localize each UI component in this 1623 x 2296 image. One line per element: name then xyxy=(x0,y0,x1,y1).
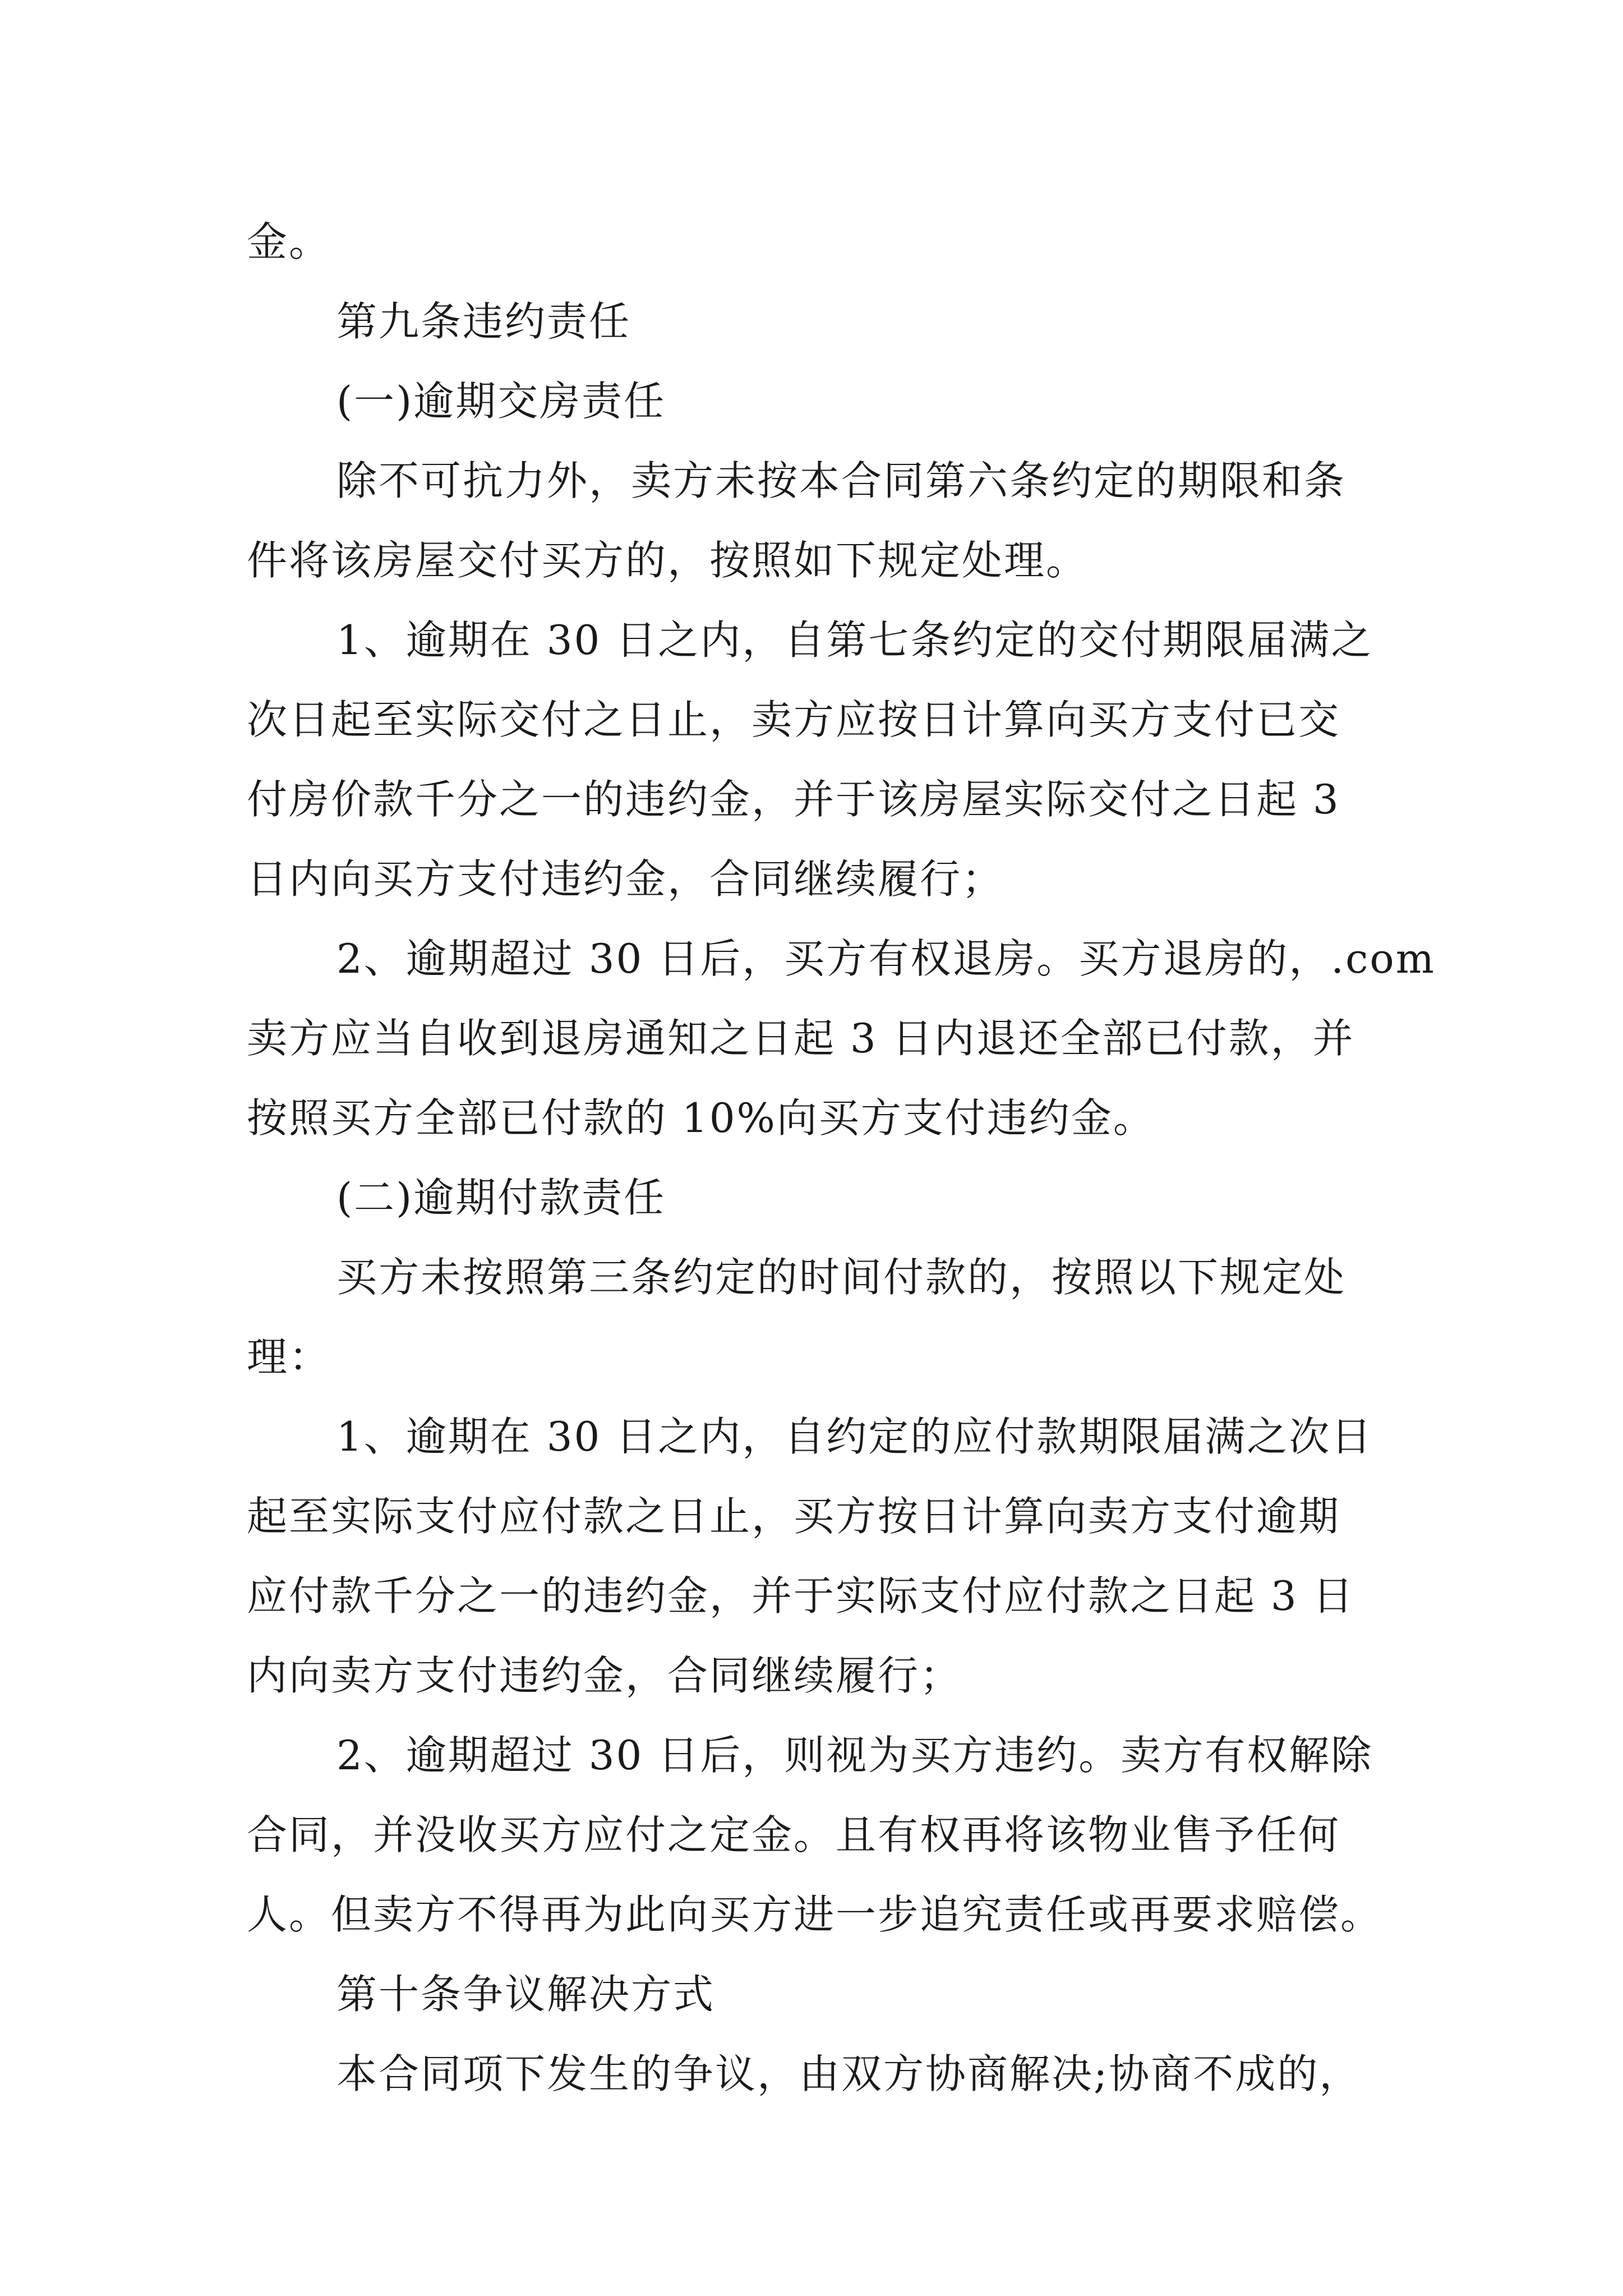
subheading-late-payment: (二)逾期付款责任 xyxy=(336,1174,666,1221)
text-line: 2、逾期超过 30 日后，买方有权退房。买方退房的，.com xyxy=(336,935,1436,982)
section-heading-article-9: 第九条违约责任 xyxy=(336,298,631,345)
text-line: 除不可抗力外，卖方未按本合同第六条约定的期限和条 xyxy=(336,457,1347,504)
text-line: 应付款千分之一的违约金，并于实际支付应付款之日起 3 日 xyxy=(247,1572,1355,1619)
text-line: 2、逾期超过 30 日后，则视为买方违约。卖方有权解除 xyxy=(336,1732,1373,1779)
text-line: 件将该房屋交付买方的，按照如下规定处理。 xyxy=(247,537,1089,584)
text-line: 合同，并没收买方应付之定金。且有权再将该物业售予任何 xyxy=(247,1811,1341,1858)
section-heading-article-10: 第十条争议解决方式 xyxy=(336,1971,716,2018)
text-line: 1、逾期在 30 日之内，自约定的应付款期限届满之次日 xyxy=(336,1413,1373,1460)
text-line: 起至实际支付应付款之日止，买方按日计算向卖方支付逾期 xyxy=(247,1493,1341,1540)
text-line: 本合同项下发生的争议，由双方协商解决;协商不成的， xyxy=(336,2050,1362,2097)
text-line: 内向卖方支付违约金，合同继续履行； xyxy=(247,1652,962,1699)
text-line: 买方未按照第三条约定的时间付款的，按照以下规定处 xyxy=(336,1254,1347,1301)
subheading-late-delivery: (一)逾期交房责任 xyxy=(336,378,666,425)
text-line: 按照买方全部已付款的 10%向买方支付违约金。 xyxy=(247,1094,1155,1142)
text-line: 付房价款千分之一的违约金，并于该房屋实际交付之日起 3 xyxy=(247,776,1340,823)
text-line: 日内向买方支付违约金，合同继续履行； xyxy=(247,855,1004,903)
text-line: 理： xyxy=(247,1333,331,1381)
contract-text xyxy=(247,202,1436,2114)
text-line: 卖方应当自收到退房通知之日起 3 日内退还全部已付款，并 xyxy=(247,1015,1355,1062)
text-line: 次日起至实际交付之日止，卖方应按日计算向买方支付已交 xyxy=(247,696,1341,743)
text-line: 金。 xyxy=(247,218,331,265)
text-line: 人。但卖方不得再为此向买方进一步追究责任或再要求赔偿。 xyxy=(247,1891,1383,1938)
text-line: 1、逾期在 30 日之内，自第七条约定的交付期限届满之 xyxy=(336,616,1373,664)
